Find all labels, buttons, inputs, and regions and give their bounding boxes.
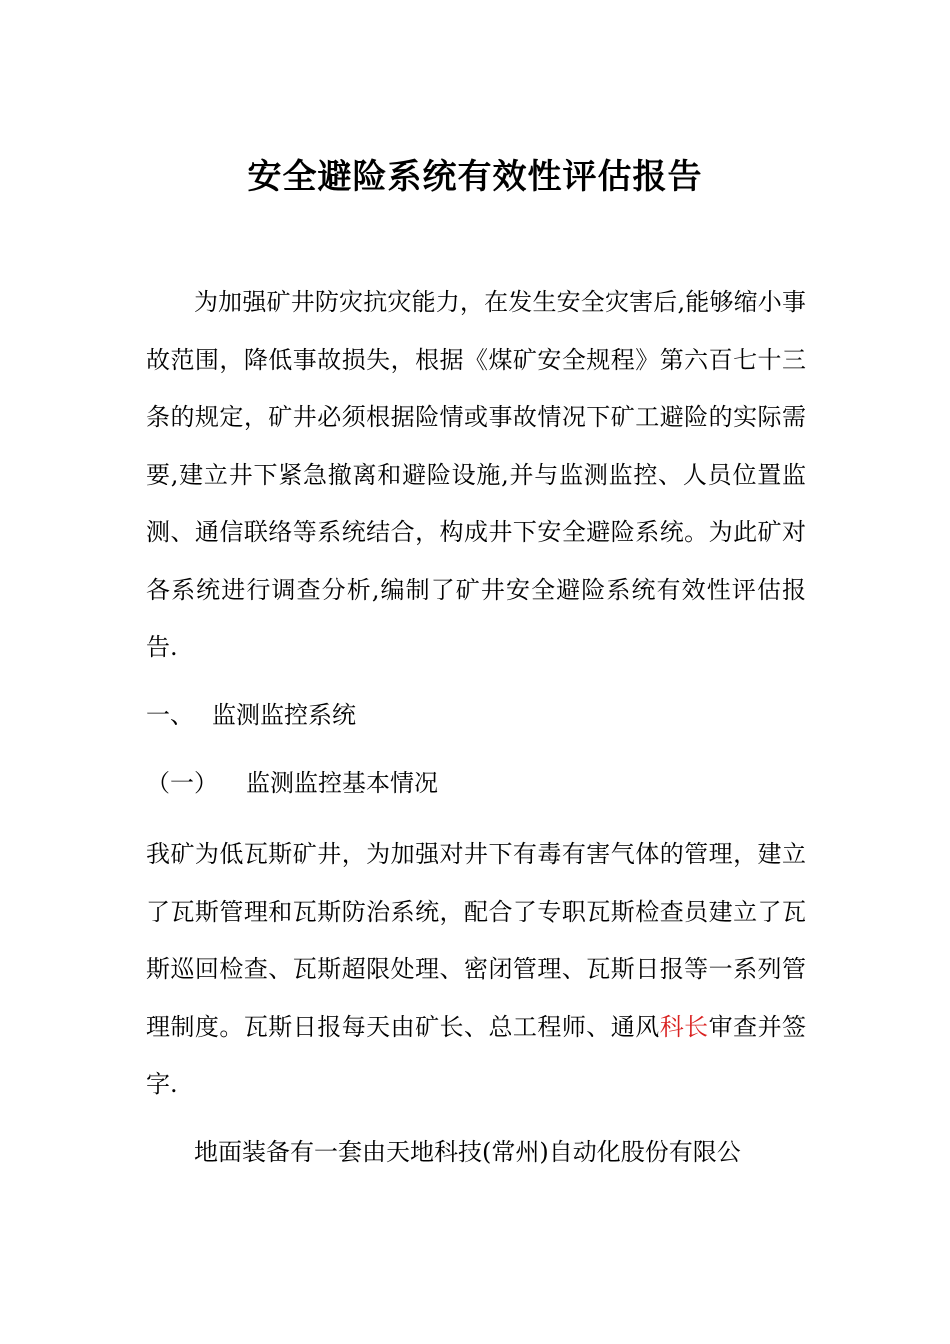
subsection-heading [146, 756, 438, 810]
section-number: 一、 [146, 701, 194, 729]
section-heading [146, 688, 356, 742]
document-title: 安全避险系统有效性评估报告 [247, 157, 703, 197]
intro-paragraph: 为加强矿井防灾抗灾能力，在发生安全灾害后,能够缩小事故范围，降低事故损失，根据《煤矿安全规程》第六百七十三条的规定，矿井必须根据险情或事故情况下矿工避险的实际需要,建立井下紧急撤离和避险设施,并与监测监控、人员位置监测、通信联络等系统结合，构成井下安全避险系统。为此矿对各系统进行调查分析,编制了矿井安全避险系统有效性评估报告. [146, 288, 806, 661]
section-title: 监测监控系统 [212, 701, 356, 729]
gas-management-paragraph [146, 826, 806, 1114]
paragraph-text: 我矿为低瓦斯矿井，为加强对井下有毒有害气体的管理，建立了瓦斯管理和瓦斯防治系统，配合了专职瓦斯检查员建立了瓦斯巡回检查、瓦斯超限处理、密闭管理、瓦斯日报等一系列管理制度。瓦斯日报每天由矿长、总工程师、通风 [146, 840, 806, 1041]
paragraph-text-end: 审查并签字. [146, 1012, 807, 1098]
equipment-paragraph: 地面装备有一套由天地科技(常州)自动化股份有限公 [194, 1138, 741, 1166]
subsection-title: 监测监控基本情况 [246, 769, 438, 797]
highlighted-text: 科长 [659, 1012, 709, 1041]
subsection-number: （一） [146, 769, 218, 797]
